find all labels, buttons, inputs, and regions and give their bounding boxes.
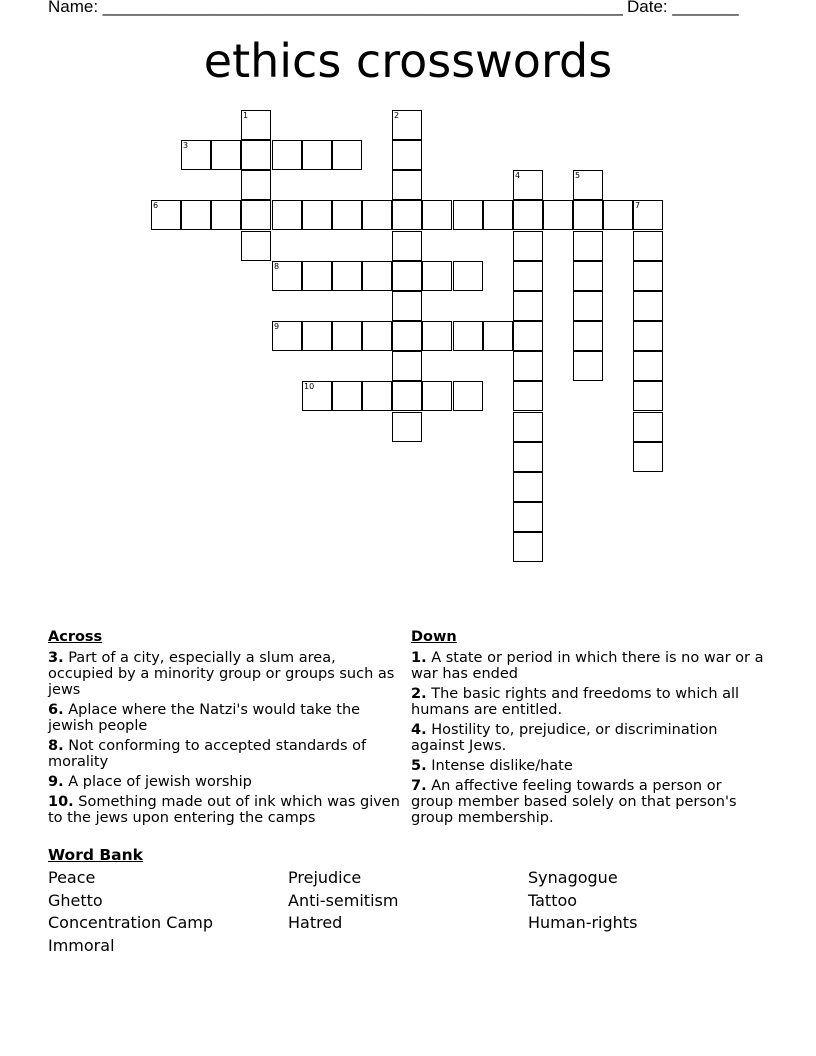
crossword-cell[interactable] <box>633 321 663 351</box>
date-field-line: Date: _______ <box>627 0 739 16</box>
cell-number: 9 <box>274 322 280 331</box>
crossword-cell[interactable] <box>422 261 452 291</box>
clue-number: 1. <box>411 650 427 666</box>
crossword-cell[interactable] <box>603 200 633 230</box>
crossword-cell[interactable] <box>453 321 483 351</box>
crossword-cell[interactable] <box>633 351 663 381</box>
clue-text: Something made out of ink which was given to the jews upon entering the camps <box>48 794 400 826</box>
down-heading: Down <box>411 629 457 645</box>
crossword-cell[interactable] <box>362 381 392 411</box>
cell-number: 3 <box>183 141 189 150</box>
crossword-cell[interactable] <box>453 381 483 411</box>
crossword-cell[interactable] <box>211 200 241 230</box>
word-bank-column <box>288 867 398 935</box>
crossword-cell[interactable] <box>151 200 181 230</box>
word-bank-word: Ghetto <box>48 890 103 910</box>
crossword-cell[interactable] <box>483 321 513 351</box>
crossword-cell[interactable] <box>513 321 543 351</box>
clue-across-3 <box>48 650 403 698</box>
crossword-cell[interactable] <box>513 381 543 411</box>
crossword-cell[interactable] <box>332 200 362 230</box>
clue-across-9 <box>48 774 403 790</box>
crossword-cell[interactable] <box>302 321 332 351</box>
word-bank-word: Immoral <box>48 935 115 955</box>
clue-text: A state or period in which there is no war or a war has ended <box>411 650 764 682</box>
crossword-cell[interactable] <box>392 351 422 381</box>
crossword-cell[interactable] <box>392 170 422 200</box>
cell-number: 10 <box>304 382 315 391</box>
clue-across-10 <box>48 794 403 826</box>
crossword-cell[interactable] <box>241 170 271 200</box>
clue-down-2 <box>411 686 766 718</box>
crossword-cell[interactable] <box>332 140 362 170</box>
clue-text: Not conforming to accepted standards of morality <box>48 738 367 770</box>
clue-down-5 <box>411 758 766 774</box>
crossword-cell[interactable] <box>483 200 513 230</box>
crossword-cell[interactable] <box>633 381 663 411</box>
crossword-cell[interactable] <box>241 110 271 140</box>
clue-text: An affective feeling towards a person or group member based solely on that person's group membership. <box>411 778 737 826</box>
crossword-cell[interactable] <box>513 261 543 291</box>
crossword-cell[interactable] <box>543 200 573 230</box>
crossword-cell[interactable] <box>302 261 332 291</box>
crossword-cell[interactable] <box>633 200 663 230</box>
crossword-cell[interactable] <box>181 200 211 230</box>
page-title: ethics crosswords <box>203 34 613 88</box>
crossword-cell[interactable] <box>392 321 422 351</box>
crossword-cell[interactable] <box>513 291 543 321</box>
crossword-cell[interactable] <box>362 200 392 230</box>
crossword-cell[interactable] <box>513 351 543 381</box>
crossword-cell[interactable] <box>513 170 543 200</box>
crossword-cell[interactable] <box>573 291 603 321</box>
crossword-cell[interactable] <box>181 140 211 170</box>
crossword-cell[interactable] <box>422 381 452 411</box>
clue-number: 6. <box>48 702 64 718</box>
crossword-cell[interactable] <box>422 200 452 230</box>
cell-number: 7 <box>635 201 641 210</box>
clue-down-4 <box>411 722 766 754</box>
cell-number: 1 <box>243 111 249 120</box>
crossword-cell[interactable] <box>241 231 271 261</box>
word-bank-word: Concentration Camp <box>48 913 213 933</box>
clue-number: 10. <box>48 794 74 810</box>
across-heading: Across <box>48 629 103 645</box>
clue-across-8 <box>48 738 403 770</box>
crossword-cell[interactable] <box>573 321 603 351</box>
cell-number: 8 <box>274 262 280 271</box>
crossword-cell[interactable] <box>392 291 422 321</box>
clue-text: The basic rights and freedoms to which all humans are entitled. <box>411 686 740 718</box>
word-bank-word: Anti-semitism <box>288 890 399 910</box>
word-bank-word: Prejudice <box>288 868 362 887</box>
cell-number: 6 <box>153 201 159 210</box>
clue-number: 7. <box>411 778 427 794</box>
clue-number: 4. <box>411 722 427 738</box>
crossword-cell[interactable] <box>513 472 543 502</box>
crossword-cell[interactable] <box>332 381 362 411</box>
crossword-cell[interactable] <box>453 200 483 230</box>
word-bank-word: Synagogue <box>528 868 618 887</box>
word-bank-column <box>528 867 637 935</box>
crossword-cell[interactable] <box>392 412 422 442</box>
crossword-cell[interactable] <box>513 200 543 230</box>
cell-number: 5 <box>575 171 581 180</box>
crossword-cell[interactable] <box>302 200 332 230</box>
crossword-cell[interactable] <box>573 170 603 200</box>
crossword-cell[interactable] <box>513 442 543 472</box>
crossword-cell[interactable] <box>513 532 543 562</box>
crossword-cell[interactable] <box>272 321 302 351</box>
crossword-cell[interactable] <box>453 261 483 291</box>
crossword-cell[interactable] <box>513 231 543 261</box>
word-bank-column <box>48 867 213 957</box>
crossword-cell[interactable] <box>513 412 543 442</box>
crossword-cell[interactable] <box>392 140 422 170</box>
clue-down-7 <box>411 778 766 826</box>
word-bank-word: Human-rights <box>528 913 638 933</box>
crossword-cell[interactable] <box>211 140 241 170</box>
clue-across-6 <box>48 702 403 734</box>
crossword-cell[interactable] <box>633 291 663 321</box>
crossword-cell[interactable] <box>573 261 603 291</box>
clue-text: Aplace where the Natzi's would take the jewish people <box>48 702 361 734</box>
crossword-cell[interactable] <box>422 321 452 351</box>
clue-text: Part of a city, especially a slum area, occupied by a minority group or groups such as jews <box>48 650 395 698</box>
cell-number: 2 <box>394 111 400 120</box>
clue-down-1 <box>411 650 766 682</box>
crossword-cell[interactable] <box>392 381 422 411</box>
word-bank-word: Tattoo <box>528 890 578 910</box>
crossword-cell[interactable] <box>332 261 362 291</box>
down-clues <box>411 629 766 830</box>
clue-number: 3. <box>48 650 64 666</box>
clue-number: 9. <box>48 774 64 790</box>
clue-number: 2. <box>411 686 427 702</box>
crossword-cell[interactable] <box>633 442 663 472</box>
word-bank-word: Hatred <box>288 913 343 933</box>
word-bank-heading: Word Bank <box>48 846 143 864</box>
crossword-cell[interactable] <box>633 412 663 442</box>
crossword-cell[interactable] <box>362 261 392 291</box>
crossword-cell[interactable] <box>241 140 271 170</box>
crossword-cell[interactable] <box>272 261 302 291</box>
crossword-cell[interactable] <box>332 321 362 351</box>
crossword-cell[interactable] <box>573 200 603 230</box>
clue-text: Hostility to, prejudice, or discrimination against Jews. <box>411 722 718 754</box>
crossword-cell[interactable] <box>302 381 332 411</box>
crossword-cell[interactable] <box>392 261 422 291</box>
clue-number: 8. <box>48 738 64 754</box>
crossword-cell[interactable] <box>513 502 543 532</box>
crossword-cell[interactable] <box>302 140 332 170</box>
crossword-cell[interactable] <box>392 231 422 261</box>
crossword-cell[interactable] <box>573 231 603 261</box>
clue-text: Intense dislike/hate <box>431 758 573 774</box>
crossword-cell[interactable] <box>241 200 271 230</box>
crossword-cell[interactable] <box>633 231 663 261</box>
crossword-cell[interactable] <box>272 140 302 170</box>
crossword-cell[interactable] <box>633 261 663 291</box>
name-field-line: Name: _______________________________________________________ <box>48 0 623 16</box>
clue-number: 5. <box>411 758 427 774</box>
word-bank-word: Peace <box>48 868 96 887</box>
crossword-cell[interactable] <box>272 200 302 230</box>
crossword-cell[interactable] <box>392 110 422 140</box>
clue-text: A place of jewish worship <box>68 774 252 790</box>
cell-number: 4 <box>515 171 521 180</box>
crossword-cell[interactable] <box>573 351 603 381</box>
crossword-cell[interactable] <box>362 321 392 351</box>
across-clues <box>48 629 403 830</box>
crossword-cell[interactable] <box>392 200 422 230</box>
